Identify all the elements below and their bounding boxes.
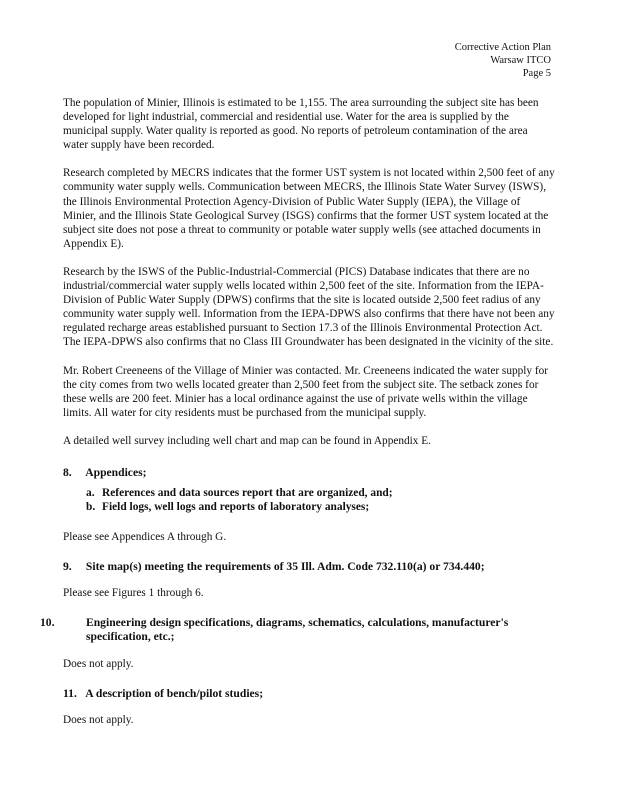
- section-9-response: Please see Figures 1 through 6.: [63, 587, 204, 600]
- page-header: [455, 41, 551, 80]
- section-title: Site map(s) meeting the requirements of 35 Ill. Adm. Code 732.110(a) or 734.440;: [85, 560, 485, 574]
- paragraph-population: The population of Minier, Illinois is estimated to be 1,155. The area surrounding the subject site has been developed for light industrial, commercial and residential use. Water for the area is supplied by the municipal supply. Water quality is reported as good. No reports of petroleum contamination of the area water supply have been recorded.: [63, 97, 539, 152]
- header-title: Corrective Action Plan: [454, 42, 551, 53]
- list-item-letter: b.: [86, 501, 96, 514]
- list-item-text: Field logs, well logs and reports of laboratory analyses;: [102, 501, 370, 514]
- section-10-heading: [40, 616, 555, 644]
- section-number: 11.: [63, 686, 77, 700]
- document-body: [40, 96, 555, 741]
- section-title: A description of bench/pilot studies;: [85, 686, 264, 700]
- section-8-heading: [63, 466, 555, 480]
- list-item-letter: a.: [86, 487, 95, 500]
- list-item-text: References and data sources report that are organized, and;: [102, 487, 393, 500]
- header-site-name: Warsaw ITCO: [490, 55, 551, 66]
- section-9-heading: [63, 560, 555, 574]
- section-10-response: Does not apply.: [63, 657, 134, 670]
- section-11-heading: [63, 687, 555, 701]
- section-number: 9.: [63, 560, 72, 574]
- section-11-response: Does not apply.: [63, 713, 134, 726]
- section-number: 10.: [40, 616, 55, 630]
- list-item: [86, 486, 555, 500]
- paragraph-pics-database: Research by the ISWS of the Public-Industrial-Commercial (PICS) Database indicates that there are no industrial/commercial water supply wells located within 2,500 feet of the site. Information from the IEPA-Division of Public Water Supply (DPWS) confirms that the site is located outside 2,500 feet radius of any community water supply well. Information from the IEPA-DPWS also confirms that there have not been any regulated recharge areas established pursuant to Section 17.3 of the Illinois Environmental Protection Act. The IEPA-DPWS also confirms that no Class III Groundwater has been designated in the vicinity of the site.: [63, 265, 555, 349]
- section-title: Engineering design specifications, diagrams, schematics, calculations, manufacturer's specification, etc.;: [86, 616, 509, 644]
- header-page-number: Page 5: [522, 68, 551, 79]
- paragraph-well-survey: A detailed well survey including well chart and map can be found in Appendix E.: [63, 434, 431, 447]
- section-8-response: Please see Appendices A through G.: [63, 531, 227, 544]
- section-number: 8.: [63, 465, 72, 479]
- section-title: Appendices;: [85, 465, 147, 479]
- list-item: [86, 500, 555, 514]
- paragraph-ust-research: Research completed by MECRS indicates that the former UST system is not located within 2,500 feet of any community water supply wells. Communication between MECRS, the Illinois State Water Survey (ISWS), the Illinois Environmental Protection Agency-Division of Public Water Supply (IEPA), the Village of Minier, and the Illinois State Geological Survey (ISGS) confirms that the former UST system located at the subject site does not pose a threat to community or potable water supply wells (see attached documents in Appendix E).: [63, 167, 555, 250]
- section-8-sublist: [86, 486, 555, 514]
- paragraph-village-contact: Mr. Robert Creeneens of the Village of Minier was contacted. Mr. Creeneens indicated the water supply for the city comes from two wells located greater than 2,500 feet from the subject site. The setback zones for these wells are 200 feet. Minier has a local ordinance against the use of private wells within the village limits. All water for city residents must be purchased from the municipal supply.: [63, 364, 549, 419]
